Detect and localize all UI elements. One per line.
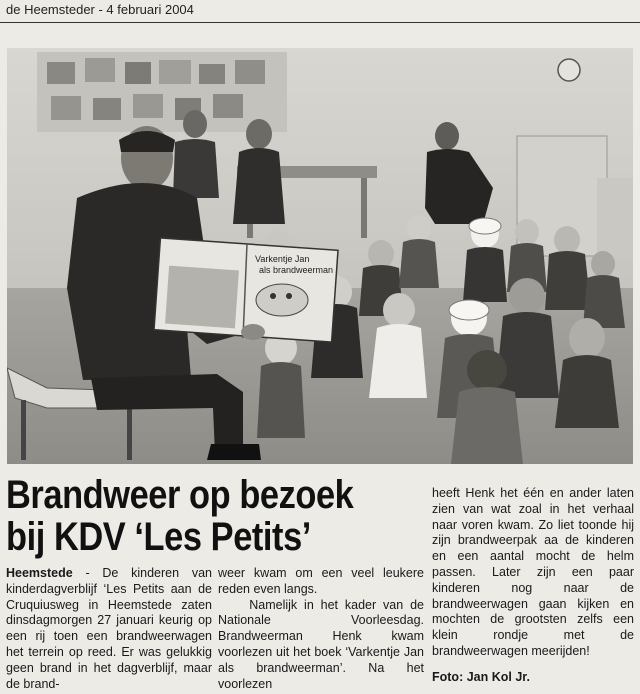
book-title-line2: als brandweerman [259,265,334,275]
article-column-2 [218,566,424,692]
column2-paragraph-2: Namelijk in het kader van de Nationale Voorleesdag. Brandweerman Henk kwam voorlezen uit het boek ‘Varkentje Jan als brandweerman’. Na het voorlezen [218,597,424,691]
article-photo [7,48,633,464]
masthead-rule [0,22,640,23]
headline-line2: bij KDV ‘Les Petits’ [6,515,311,559]
photo-illustration [7,48,633,464]
book-title-line1: Varkentje Jan [255,254,310,264]
article-column-1 [6,566,212,692]
dateline: Heemstede [6,566,73,580]
article-headline [6,474,367,558]
masthead: de Heemsteder - 4 februari 2004 [6,2,194,17]
column1-body: - De kinderen van kinderdagverblijf ‘Les Petits aan de Cruquiusweg in Heemstede zaten dinsdagmorgen 27 januari keurig op een rij toen een brandweerwagen het terrein op reed. Er was gelukkig geen brand in het dagverblijf, maar de brand- [6,566,212,691]
article-column-3 [432,486,634,686]
column3-body: heeft Henk het één en ander laten zien van wat zoal in het verhaal naar voren kwam. Zo liet toonde hij zijn brandweerpak aa de kinderen en een aantal mocht de helm passen. Later zijn een paar kinderen nog naar de brandweerwagen gaan kijken en mochten de grootsten zelfs een klein rondje met de brandweerwagen meerijden! [432,486,634,658]
photo-credit: Foto: Jan Kol Jr. [432,669,530,684]
column2-paragraph-1: weer kwam om een veel leukere reden even langs. [218,566,424,596]
headline-line1: Brandweer op bezoek [6,473,354,517]
